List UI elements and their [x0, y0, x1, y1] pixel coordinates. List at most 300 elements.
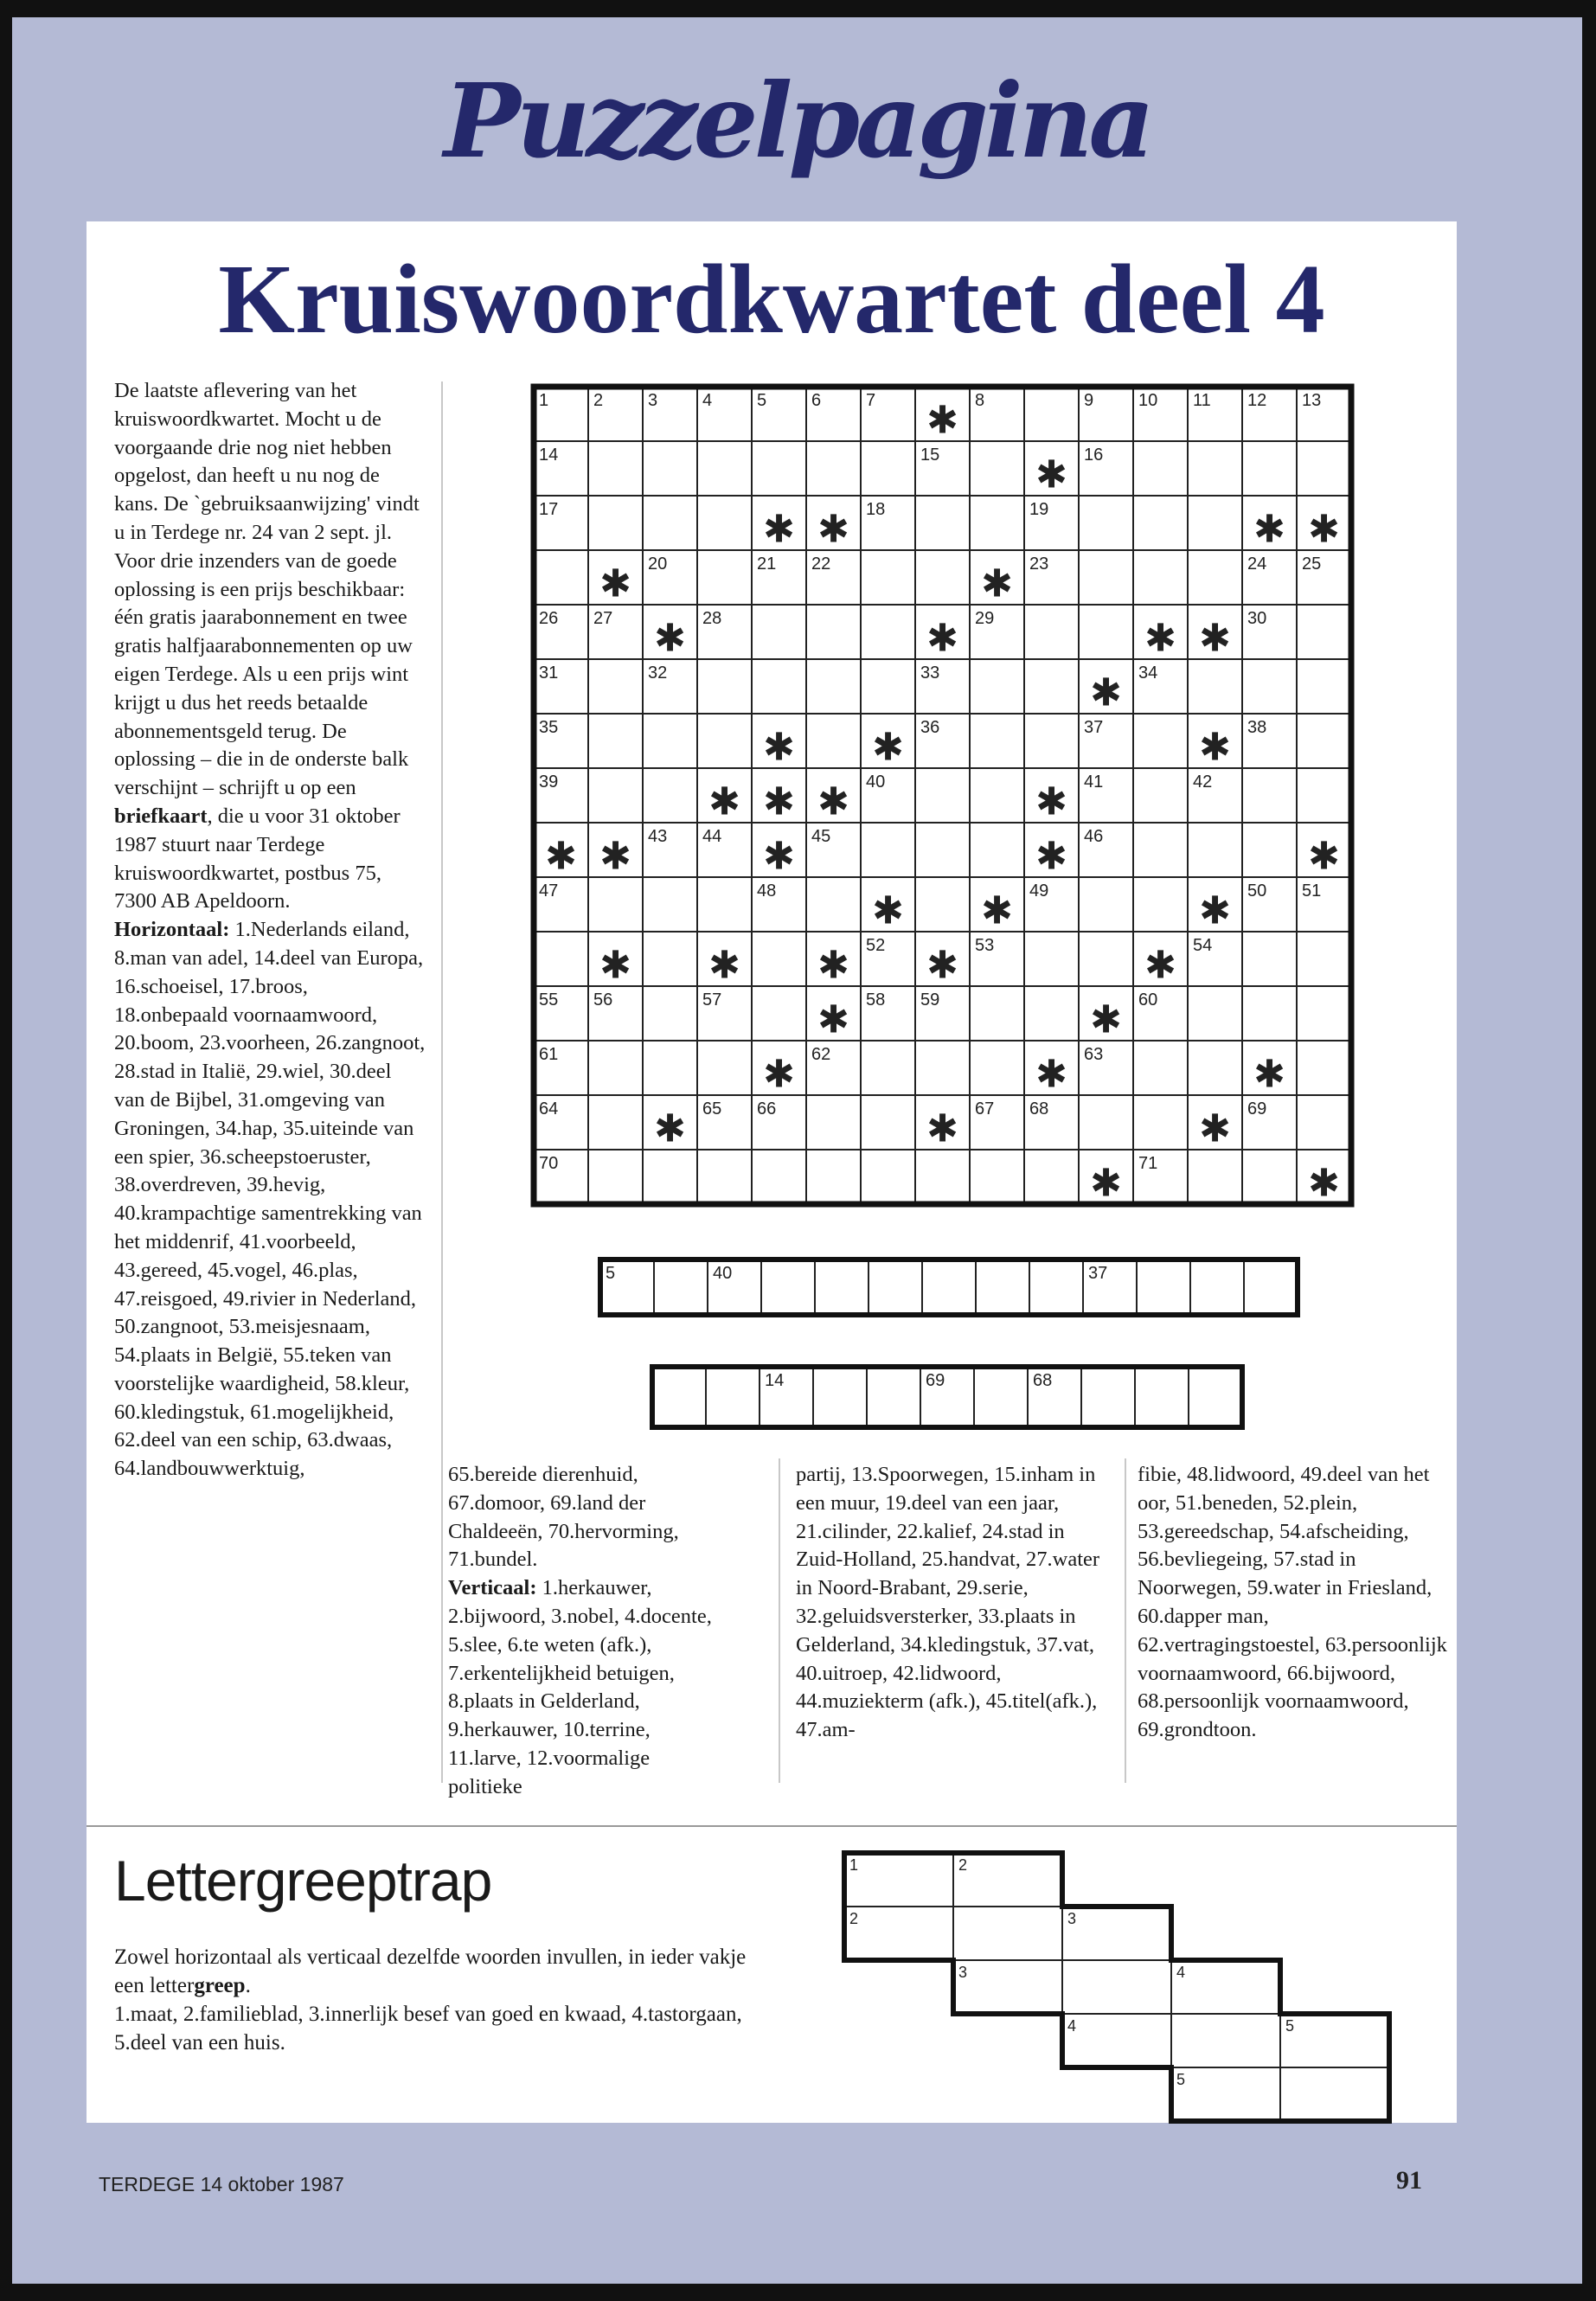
grid-cell[interactable]: [697, 877, 752, 932]
cell-number: 43: [648, 827, 668, 846]
vertical-clues-1: 1.herkauwer, 2.bijwoord, 3.nobel, 4.docente, 5.slee, 6.te weten (afk.), 7.erkentelijkheid betuigen, 8.plaats in Gelderland, 9.herkauwer, 10.terrine, 11.larve, 12.voormalige politieke: [448, 1576, 712, 1798]
vertical-clues-3: fibie, 48.lidwoord, 49.deel van het oor, 51.beneden, 52.plein, 53.gereedschap, 54.afscheiding, 56.bevliegeing, 57.stad in Noorwegen, 59.water in Friesland, 60.dapper man, 62.vertragingstoestel, 63.persoonlijk voornaamwoord, 66.bijwoord, 68.persoonlijk voornaamwoord, 69.grondtoon.: [1138, 1463, 1447, 1742]
vertical-label: Verticaal:: [448, 1576, 537, 1600]
star-icon: ✱: [599, 561, 631, 606]
stair-number: 2: [958, 1856, 968, 1874]
cell-number: 61: [539, 1045, 559, 1064]
stair-number: 4: [1176, 1964, 1186, 1981]
cell-number: 71: [1138, 1154, 1158, 1173]
grid-cell[interactable]: [643, 986, 697, 1041]
column-divider: [441, 381, 443, 1783]
cell-number: 60: [1138, 990, 1158, 1009]
cell-number: 23: [1029, 554, 1049, 574]
grid-cell[interactable]: [752, 932, 806, 986]
star-icon: ✱: [1199, 725, 1231, 770]
cell-number: 64: [539, 1099, 559, 1118]
cell-number: 15: [920, 445, 940, 465]
solution-cell[interactable]: [654, 1259, 708, 1315]
clues-column-4: [1138, 1461, 1449, 1745]
solution-cell[interactable]: [1137, 1259, 1190, 1315]
cell-number: 45: [811, 827, 831, 846]
grid-cell[interactable]: [1188, 550, 1242, 605]
grid-cell[interactable]: [643, 877, 697, 932]
grid-cell[interactable]: [643, 714, 697, 768]
star-icon: ✱: [1090, 670, 1122, 715]
grid-cell[interactable]: [1188, 659, 1242, 714]
grid-cell[interactable]: [1242, 659, 1297, 714]
cell-number: 11: [1193, 391, 1211, 410]
grid-cell[interactable]: [861, 659, 915, 714]
grid-cell[interactable]: [970, 823, 1024, 877]
grid-cell[interactable]: [1079, 1095, 1133, 1150]
solution-cell[interactable]: [761, 1259, 815, 1315]
cell-number: 67: [975, 1099, 995, 1118]
star-icon: ✱: [1253, 1052, 1285, 1097]
solution-cell[interactable]: [1135, 1367, 1189, 1427]
grid-cell[interactable]: [861, 823, 915, 877]
grid-cell[interactable]: [752, 986, 806, 1041]
stair-number: 5: [1285, 2017, 1295, 2035]
grid-cell[interactable]: [1188, 1041, 1242, 1095]
grid-cell[interactable]: [588, 659, 643, 714]
grid-cell[interactable]: [806, 605, 861, 659]
grid-cell[interactable]: [752, 659, 806, 714]
star-icon: ✱: [654, 1106, 686, 1151]
grid-cell[interactable]: [915, 1150, 970, 1204]
cell-number: 55: [539, 990, 559, 1009]
solution-cell[interactable]: [652, 1367, 706, 1427]
solution-number: 37: [1088, 1264, 1108, 1283]
stair-cell[interactable]: [1171, 1960, 1280, 2014]
cell-number: 28: [702, 609, 722, 628]
stair-number: 4: [1067, 2017, 1077, 2035]
grid-cell[interactable]: [970, 768, 1024, 823]
grid-cell[interactable]: [1024, 1150, 1079, 1204]
solution-cell[interactable]: [1244, 1259, 1298, 1315]
grid-cell[interactable]: [1188, 496, 1242, 550]
cell-number: 66: [757, 1099, 777, 1118]
star-icon: ✱: [872, 888, 904, 933]
grid-cell[interactable]: [1079, 496, 1133, 550]
grid-cell[interactable]: [1079, 877, 1133, 932]
grid-cell[interactable]: [970, 714, 1024, 768]
grid-cell[interactable]: [1133, 550, 1188, 605]
section-divider: [87, 1825, 1457, 1827]
crossword-grid[interactable]: [529, 381, 1356, 1212]
cell-number: 5: [757, 391, 767, 410]
solution-cell[interactable]: [813, 1367, 867, 1427]
grid-cell[interactable]: [1133, 823, 1188, 877]
grid-cell[interactable]: [915, 823, 970, 877]
lettergreeptrap-clues: 1.maat, 2.familieblad, 3.innerlijk besef van goed en kwaad, 4.tastorgaan, 5.deel van een huis.: [114, 2003, 742, 2054]
star-icon: ✱: [708, 943, 740, 988]
stair-number: 5: [1176, 2071, 1186, 2088]
cell-number: 12: [1247, 391, 1267, 410]
lettergreeptrap-period: .: [245, 1974, 251, 1997]
grid-cell[interactable]: [588, 496, 643, 550]
cell-number: 22: [811, 554, 831, 574]
grid-cell[interactable]: [643, 496, 697, 550]
horizontal-clues-1: 1.Nederlands eiland, 8.man van adel, 14.deel van Europa, 16.schoeisel, 17.broos, 18.onbepaald voornaamwoord, 20.boom, 23.voorheen, 26.zangnoot, 28.stad in Italië, 29.wiel, 30.deel van de Bijbel, 31.omgeving van Groningen, 34.hap, 35.uiteinde van een spier, 36.scheepstoeruster, 38.overdreven, 39.hevig, 40.krampachtige samentrekking van het middenrif, 41.voorbeeld, 43.gereed, 45.vogel, 46.plas, 47.reisgoed, 49.rivier in Nederland, 50.zangnoot, 53.meisjesnaam, 54.plaats in België, 55.teken van voorstelijke waardigheid, 58.kleur, 60.kledingstuk, 61.mogelijkheid, 62.deel van een schip, 63.dwaas, 64.landbouwwerktuig,: [114, 918, 426, 1481]
cell-number: 2: [593, 391, 604, 410]
stair-cell[interactable]: [1062, 1960, 1171, 2014]
grid-cell[interactable]: [1188, 1150, 1242, 1204]
stair-cell[interactable]: [1171, 2067, 1280, 2121]
cell-number: 18: [866, 500, 886, 519]
grid-cell[interactable]: [1188, 441, 1242, 496]
grid-cell[interactable]: [1242, 823, 1297, 877]
star-icon: ✱: [1308, 1161, 1340, 1206]
cell-number: 54: [1193, 936, 1213, 955]
grid-cell[interactable]: [1133, 441, 1188, 496]
cell-number: 46: [1084, 827, 1104, 846]
grid-cell[interactable]: [643, 1150, 697, 1204]
grid-cell[interactable]: [861, 441, 915, 496]
grid-cell[interactable]: [1297, 932, 1351, 986]
cell-number: 19: [1029, 500, 1049, 519]
cell-number: 39: [539, 772, 559, 792]
cell-number: 49: [1029, 881, 1049, 901]
grid-cell[interactable]: [1133, 877, 1188, 932]
grid-cell[interactable]: [1079, 605, 1133, 659]
stair-cell[interactable]: [1062, 2014, 1171, 2067]
cell-number: 17: [539, 500, 559, 519]
grid-cell[interactable]: [643, 1041, 697, 1095]
cell-number: 16: [1084, 445, 1104, 465]
grid-cell[interactable]: [861, 605, 915, 659]
stair-cell[interactable]: [953, 1907, 1062, 1960]
cell-number: 13: [1302, 391, 1322, 410]
grid-cell[interactable]: [806, 441, 861, 496]
grid-cell[interactable]: [1297, 714, 1351, 768]
grid-cell[interactable]: [697, 496, 752, 550]
stair-cell[interactable]: [1171, 2014, 1280, 2067]
solution-cell[interactable]: [976, 1259, 1029, 1315]
star-icon: ✱: [599, 943, 631, 988]
grid-cell[interactable]: [1242, 441, 1297, 496]
grid-cell[interactable]: [588, 1095, 643, 1150]
lettergreeptrap-bold: greep: [194, 1974, 246, 1997]
solution-cell[interactable]: [1081, 1367, 1135, 1427]
cell-number: 40: [866, 772, 886, 792]
star-icon: ✱: [1308, 834, 1340, 879]
star-icon: ✱: [817, 507, 849, 552]
grid-cell[interactable]: [1024, 932, 1079, 986]
solution-cell[interactable]: [815, 1259, 869, 1315]
cell-number: 30: [1247, 609, 1267, 628]
star-icon: ✱: [981, 561, 1013, 606]
grid-cell[interactable]: [1297, 441, 1351, 496]
cell-number: 9: [1084, 391, 1094, 410]
grid-cell[interactable]: [970, 659, 1024, 714]
grid-cell[interactable]: [806, 659, 861, 714]
star-icon: ✱: [545, 834, 577, 879]
stair-cell[interactable]: [1280, 2067, 1389, 2121]
stair-cell[interactable]: [1280, 2014, 1389, 2067]
horizontal-clues-2: 65.bereide dierenhuid, 67.domoor, 69.land der Chaldeeën, 70.hervorming, 71.bundel.: [448, 1463, 679, 1572]
cell-number: 50: [1247, 881, 1267, 901]
grid-cell[interactable]: [752, 441, 806, 496]
grid-cell[interactable]: [806, 877, 861, 932]
grid-cell[interactable]: [861, 1095, 915, 1150]
grid-cell[interactable]: [1133, 496, 1188, 550]
cell-number: 32: [648, 663, 668, 683]
grid-cell[interactable]: [1297, 1095, 1351, 1150]
cell-number: 68: [1029, 1099, 1049, 1118]
grid-cell[interactable]: [588, 441, 643, 496]
grid-cell[interactable]: [861, 550, 915, 605]
grid-cell[interactable]: [697, 441, 752, 496]
star-icon: ✱: [1199, 888, 1231, 933]
star-icon: ✱: [763, 1052, 795, 1097]
cell-number: 69: [1247, 1099, 1267, 1118]
cell-number: 62: [811, 1045, 831, 1064]
star-icon: ✱: [817, 943, 849, 988]
grid-cell[interactable]: [534, 550, 588, 605]
grid-cell[interactable]: [752, 605, 806, 659]
grid-cell[interactable]: [697, 659, 752, 714]
solution-number: 40: [713, 1264, 733, 1283]
cell-number: 48: [757, 881, 777, 901]
star-icon: ✱: [1144, 616, 1176, 661]
solution-cell[interactable]: [922, 1259, 976, 1315]
intro-end: , die u voor 31 oktober 1987 stuurt naar Terdege kruiswoordkwartet, postbus 75, 7300 AB Apeldoorn.: [114, 804, 401, 913]
grid-cell[interactable]: [1242, 1150, 1297, 1204]
grid-cell[interactable]: [915, 550, 970, 605]
grid-cell[interactable]: [970, 496, 1024, 550]
grid-cell[interactable]: [1079, 550, 1133, 605]
stair-cell[interactable]: [953, 1853, 1062, 1907]
star-icon: ✱: [1035, 779, 1067, 824]
grid-cell[interactable]: [1297, 1041, 1351, 1095]
grid-cell[interactable]: [1024, 387, 1079, 441]
solution-cell[interactable]: [974, 1367, 1028, 1427]
solution-cell[interactable]: [706, 1367, 760, 1427]
stair-number: 2: [849, 1910, 859, 1927]
grid-cell[interactable]: [1242, 932, 1297, 986]
cell-number: 33: [920, 663, 940, 683]
grid-cell[interactable]: [697, 550, 752, 605]
vertical-clues-2: partij, 13.Spoorwegen, 15.inham in een muur, 19.deel van een jaar, 21.cilinder, 22.kalief, 24.stad in Zuid-Holland, 25.handvat, 27.water in Noord-Brabant, 29.serie, 32.geluidsversterker, 33.plaats in Gelderland, 34.kledingstuk, 37.vat, 40.uitroep, 42.lidwoord, 44.muziekterm (afk.), 45.titel(afk.), 47.am-: [796, 1463, 1100, 1742]
solution-bar-2[interactable]: [649, 1363, 1254, 1431]
intro-column: [114, 377, 426, 1484]
star-icon: ✱: [1253, 507, 1285, 552]
grid-cell[interactable]: [970, 1150, 1024, 1204]
star-icon: ✱: [763, 725, 795, 770]
clues-column-2: [448, 1461, 725, 1802]
page: [12, 17, 1582, 2284]
grid-cell[interactable]: [1242, 768, 1297, 823]
solution-cell[interactable]: [1029, 1259, 1083, 1315]
cell-number: 38: [1247, 718, 1267, 737]
cell-number: 53: [975, 936, 995, 955]
lettergreeptrap-instruction: Zowel horizontaal als verticaal dezelfde woorden invullen, in ieder vakje een letter: [114, 1945, 747, 1997]
solution-number: 5: [606, 1264, 616, 1283]
grid-cell[interactable]: [1133, 1095, 1188, 1150]
star-icon: ✱: [1090, 997, 1122, 1042]
cell-number: 70: [539, 1154, 559, 1173]
cell-number: 1: [539, 391, 549, 410]
clues-column-3: [796, 1461, 1116, 1745]
cell-number: 29: [975, 609, 995, 628]
star-icon: ✱: [763, 507, 795, 552]
grid-cell[interactable]: [643, 441, 697, 496]
cell-number: 47: [539, 881, 559, 901]
cell-number: 31: [539, 663, 559, 683]
cell-number: 37: [1084, 718, 1104, 737]
cell-number: 51: [1302, 881, 1322, 901]
grid-cell[interactable]: [643, 768, 697, 823]
star-icon: ✱: [1308, 507, 1340, 552]
cell-number: 58: [866, 990, 886, 1009]
grid-cell[interactable]: [1133, 768, 1188, 823]
cell-number: 34: [1138, 663, 1158, 683]
cell-number: 14: [539, 445, 559, 465]
star-icon: ✱: [1035, 834, 1067, 879]
cell-number: 10: [1138, 391, 1158, 410]
intro-bold: briefkaart: [114, 804, 208, 828]
grid-cell[interactable]: [806, 1150, 861, 1204]
grid-cell[interactable]: [588, 877, 643, 932]
star-icon: ✱: [926, 616, 958, 661]
cell-number: 20: [648, 554, 668, 574]
solution-cell[interactable]: [869, 1259, 922, 1315]
footer-publication: TERDEGE 14 oktober 1987: [99, 2173, 344, 2195]
grid-cell[interactable]: [588, 768, 643, 823]
grid-cell[interactable]: [915, 877, 970, 932]
solution-cell[interactable]: [1190, 1259, 1244, 1315]
stair-cell[interactable]: [953, 1960, 1062, 2014]
cell-number: 27: [593, 609, 613, 628]
cell-number: 56: [593, 990, 613, 1009]
grid-cell[interactable]: [1024, 714, 1079, 768]
grid-cell[interactable]: [970, 986, 1024, 1041]
star-icon: ✱: [708, 779, 740, 824]
star-icon: ✱: [1035, 452, 1067, 497]
grid-cell[interactable]: [1024, 605, 1079, 659]
cell-number: 6: [811, 391, 822, 410]
grid-cell[interactable]: [806, 1095, 861, 1150]
grid-cell[interactable]: [806, 714, 861, 768]
star-icon: ✱: [1199, 616, 1231, 661]
grid-cell[interactable]: [1188, 823, 1242, 877]
grid-cell[interactable]: [1024, 986, 1079, 1041]
cell-number: 21: [757, 554, 777, 574]
section-header: Puzzelpagina: [444, 61, 1151, 181]
star-icon: ✱: [981, 888, 1013, 933]
cell-number: 41: [1084, 772, 1104, 792]
star-icon: ✱: [926, 1106, 958, 1151]
grid-cell[interactable]: [1079, 932, 1133, 986]
grid-cell[interactable]: [697, 1150, 752, 1204]
solution-cell[interactable]: [1189, 1367, 1242, 1427]
star-icon: ✱: [926, 398, 958, 443]
grid-cell[interactable]: [588, 1041, 643, 1095]
horizontal-label: Horizontaal:: [114, 918, 230, 942]
stair-number: 3: [1067, 1910, 1077, 1927]
grid-cell[interactable]: [534, 932, 588, 986]
star-icon: ✱: [1035, 1052, 1067, 1097]
star-icon: ✱: [1199, 1106, 1231, 1151]
grid-cell[interactable]: [752, 1150, 806, 1204]
star-icon: ✱: [763, 779, 795, 824]
cell-number: 44: [702, 827, 722, 846]
grid-cell[interactable]: [861, 1150, 915, 1204]
solution-number: 14: [765, 1371, 785, 1390]
grid-cell[interactable]: [1297, 986, 1351, 1041]
grid-cell[interactable]: [1242, 986, 1297, 1041]
stair-cell[interactable]: [844, 1907, 953, 1960]
solution-number: 68: [1033, 1371, 1053, 1390]
star-icon: ✱: [926, 943, 958, 988]
stair-cell[interactable]: [1062, 1907, 1171, 1960]
grid-cell[interactable]: [970, 441, 1024, 496]
lettergreeptrap-grid[interactable]: [839, 1848, 1393, 2133]
grid-cell[interactable]: [588, 714, 643, 768]
grid-cell[interactable]: [1297, 768, 1351, 823]
cell-number: 24: [1247, 554, 1267, 574]
grid-cell[interactable]: [915, 1041, 970, 1095]
star-icon: ✱: [872, 725, 904, 770]
cell-number: 59: [920, 990, 940, 1009]
star-icon: ✱: [1090, 1161, 1122, 1206]
page-number: 91: [1396, 2166, 1422, 2195]
cell-number: 25: [1302, 554, 1322, 574]
cell-number: 3: [648, 391, 658, 410]
grid-cell[interactable]: [1297, 605, 1351, 659]
star-icon: ✱: [763, 834, 795, 879]
stair-cell[interactable]: [844, 1853, 953, 1907]
cell-number: 42: [1193, 772, 1213, 792]
grid-cell[interactable]: [697, 714, 752, 768]
solution-bar-1[interactable]: [597, 1256, 1306, 1318]
puzzle-panel: [87, 221, 1457, 2123]
cell-number: 52: [866, 936, 886, 955]
lettergreeptrap-text: [114, 1943, 772, 2057]
cell-number: 26: [539, 609, 559, 628]
solution-cell[interactable]: [867, 1367, 920, 1427]
cell-number: 7: [866, 391, 876, 410]
star-icon: ✱: [817, 779, 849, 824]
grid-cell[interactable]: [1133, 1041, 1188, 1095]
column-divider: [779, 1458, 780, 1783]
grid-cell[interactable]: [915, 496, 970, 550]
stair-number: 3: [958, 1964, 968, 1981]
star-icon: ✱: [1144, 943, 1176, 988]
star-icon: ✱: [599, 834, 631, 879]
cell-number: 4: [702, 391, 713, 410]
lettergreeptrap-title: Lettergreeptrap: [114, 1849, 492, 1913]
grid-cell[interactable]: [1133, 714, 1188, 768]
grid-cell[interactable]: [643, 932, 697, 986]
puzzle-title: Kruiswoordkwartet deel 4: [218, 244, 1325, 354]
grid-cell[interactable]: [1188, 986, 1242, 1041]
star-icon: ✱: [654, 616, 686, 661]
cell-number: 65: [702, 1099, 722, 1118]
grid-cell[interactable]: [915, 768, 970, 823]
cell-number: 63: [1084, 1045, 1104, 1064]
grid-cell[interactable]: [588, 1150, 643, 1204]
grid-cell[interactable]: [697, 1041, 752, 1095]
star-icon: ✱: [817, 997, 849, 1042]
grid-cell[interactable]: [970, 1041, 1024, 1095]
grid-cell[interactable]: [1024, 659, 1079, 714]
cell-number: 36: [920, 718, 940, 737]
grid-cell[interactable]: [861, 1041, 915, 1095]
cell-number: 35: [539, 718, 559, 737]
grid-cell[interactable]: [1297, 659, 1351, 714]
cell-number: 57: [702, 990, 722, 1009]
